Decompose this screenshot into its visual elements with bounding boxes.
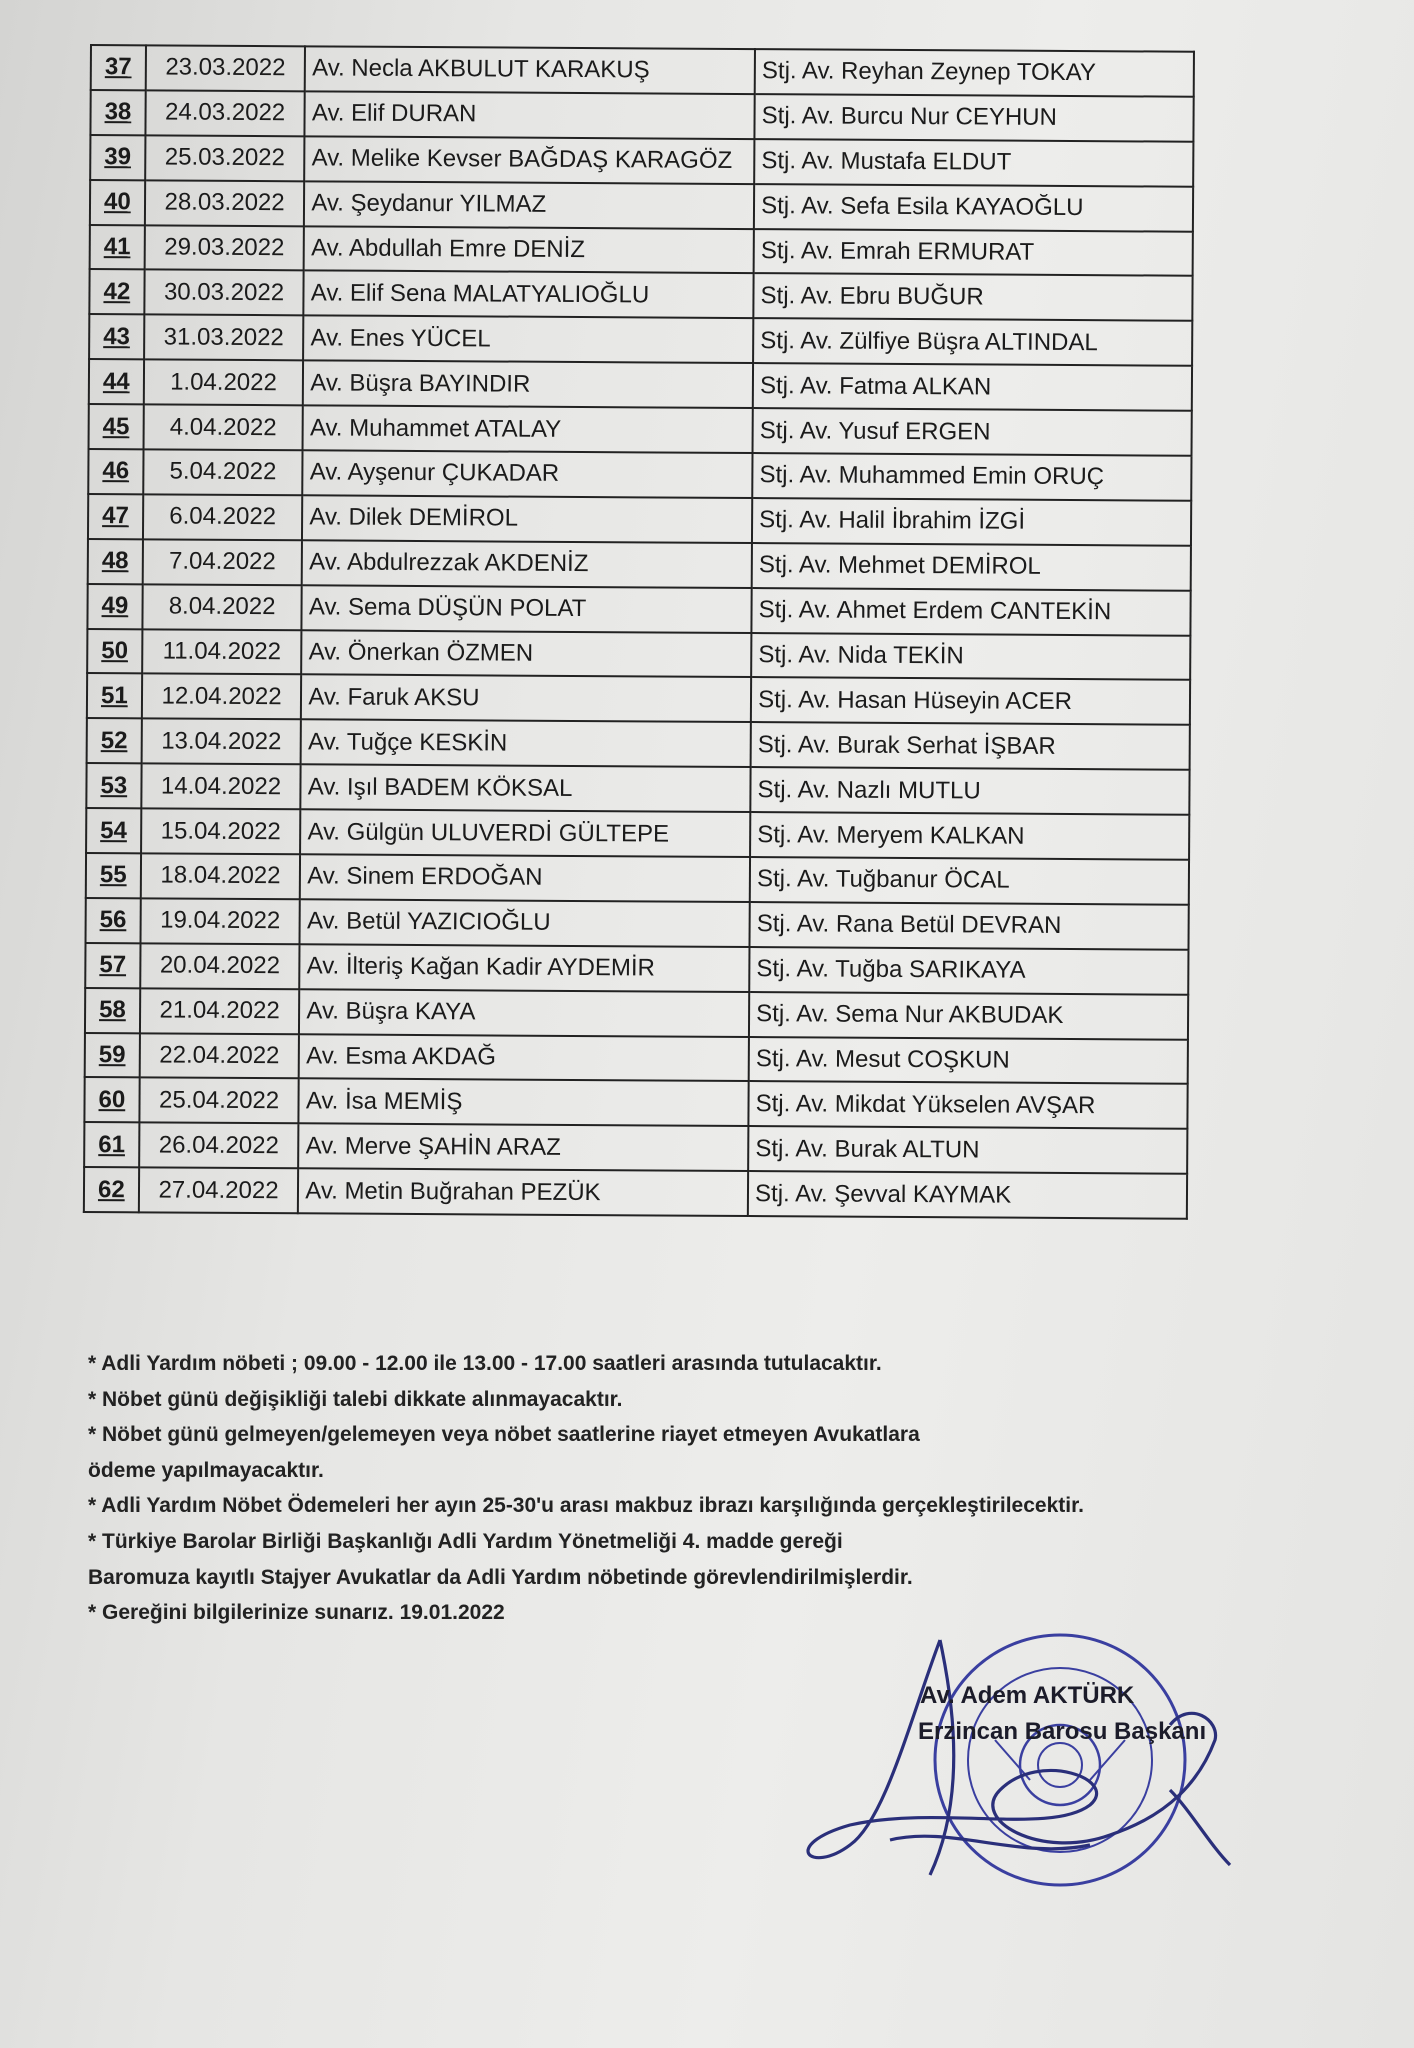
lawyer-name: Av. Sinem ERDOĞAN: [300, 854, 750, 902]
table-row: [86, 808, 1189, 860]
row-number: 42: [89, 269, 144, 314]
intern-lawyer-name: Stj. Av. Sema Nur AKBUDAK: [749, 992, 1188, 1040]
table-row: [87, 673, 1190, 725]
lawyer-name: Av. İsa MEMİŞ: [299, 1079, 749, 1127]
lawyer-name: Av. Elif Sena MALATYALIOĞLU: [304, 271, 754, 319]
table-row: [84, 1122, 1187, 1174]
row-number: 46: [88, 449, 143, 494]
row-number: 38: [90, 90, 145, 135]
duty-date: 27.04.2022: [139, 1168, 299, 1214]
lawyer-name: Av. Enes YÜCEL: [303, 316, 753, 364]
duty-date: 20.04.2022: [140, 943, 300, 989]
note-line: * Adli Yardım nöbeti ; 09.00 - 12.00 ile 13.00 - 17.00 saatleri arasında tutulacaktır.: [88, 1352, 882, 1375]
row-number: 58: [85, 988, 140, 1033]
lawyer-name: Av. Büşra BAYINDIR: [303, 361, 753, 409]
table-row: [85, 988, 1188, 1040]
table-row: [90, 90, 1193, 142]
duty-date: 28.03.2022: [145, 180, 305, 226]
duty-date: 19.04.2022: [140, 898, 300, 944]
intern-lawyer-name: Stj. Av. Burcu Nur CEYHUN: [755, 94, 1194, 142]
intern-lawyer-name: Stj. Av. Burak ALTUN: [748, 1126, 1187, 1174]
duty-date: 23.03.2022: [145, 45, 305, 91]
duty-date: 24.03.2022: [145, 90, 305, 136]
table-row: [88, 494, 1191, 546]
table-row: [90, 180, 1193, 232]
table-row: [87, 584, 1190, 636]
duty-date: 11.04.2022: [142, 629, 302, 675]
lawyer-name: Av. Elif DURAN: [305, 91, 755, 139]
intern-lawyer-name: Stj. Av. Muhammed Emin ORUÇ: [752, 453, 1191, 501]
row-number: 59: [85, 1033, 140, 1078]
table-row: [86, 898, 1189, 950]
intern-lawyer-name: Stj. Av. Fatma ALKAN: [753, 363, 1192, 411]
lawyer-name: Av. Ayşenur ÇUKADAR: [303, 450, 753, 498]
row-number: 48: [88, 539, 143, 584]
duty-date: 18.04.2022: [141, 853, 301, 899]
lawyer-name: Av. Faruk AKSU: [301, 675, 751, 723]
intern-lawyer-name: Stj. Av. Şevval KAYMAK: [748, 1171, 1187, 1219]
row-number: 51: [87, 673, 142, 718]
row-number: 49: [87, 584, 142, 629]
intern-lawyer-name: Stj. Av. Emrah ERMURAT: [754, 229, 1193, 277]
row-number: 61: [84, 1122, 139, 1167]
signatory-name: Av. Adem AKTÜRK: [920, 1682, 1135, 1709]
table-row: [86, 763, 1189, 815]
intern-lawyer-name: Stj. Av. Sefa Esila KAYAOĞLU: [754, 184, 1193, 232]
intern-lawyer-name: Stj. Av. Ahmet Erdem CANTEKİN: [752, 588, 1191, 636]
table-row: [84, 1077, 1187, 1129]
lawyer-name: Av. Şeydanur YILMAZ: [304, 181, 754, 229]
row-number: 37: [91, 45, 146, 90]
table-row: [89, 359, 1192, 411]
duty-schedule-table: [83, 44, 1195, 1220]
note-line: * Nöbet günü değişikliği talebi dikkate alınmayacaktır.: [88, 1387, 623, 1411]
table-row: [89, 314, 1192, 366]
intern-lawyer-name: Stj. Av. Halil İbrahim İZGİ: [752, 498, 1191, 546]
lawyer-name: Av. Büşra KAYA: [299, 989, 749, 1037]
lawyer-name: Av. Muhammet ATALAY: [303, 405, 753, 453]
intern-lawyer-name: Stj. Av. Burak Serhat İŞBAR: [751, 722, 1190, 770]
table-row: [91, 45, 1194, 97]
intern-lawyer-name: Stj. Av. Reyhan Zeynep TOKAY: [755, 49, 1194, 97]
signature-block: [790, 1630, 1250, 1910]
lawyer-name: Av. Betül YAZICIOĞLU: [300, 899, 750, 947]
table-row: [86, 853, 1189, 905]
lawyer-name: Av. Abdullah Emre DENİZ: [304, 226, 754, 274]
lawyer-name: Av. Melike Kevser BAĞDAŞ KARAGÖZ: [305, 136, 755, 184]
duty-date: 21.04.2022: [140, 988, 300, 1034]
table-row: [89, 269, 1192, 321]
lawyer-name: Av. Önerkan ÖZMEN: [302, 630, 752, 678]
intern-lawyer-name: Stj. Av. Nida TEKİN: [751, 633, 1190, 681]
duty-date: 6.04.2022: [143, 494, 303, 540]
row-number: 56: [86, 898, 141, 943]
row-number: 44: [89, 359, 144, 404]
row-number: 52: [87, 718, 142, 763]
lawyer-name: Av. İlteriş Kağan Kadir AYDEMİR: [300, 944, 750, 992]
duty-date: 13.04.2022: [141, 719, 301, 765]
table-row: [85, 943, 1188, 995]
intern-lawyer-name: Stj. Av. Nazlı MUTLU: [750, 767, 1189, 815]
table-row: [87, 718, 1190, 770]
note-line: * Adli Yardım Nöbet Ödemeleri her ayın 25-30'u arası makbuz ibrazı karşılığında gerçekleştirilecektir.: [88, 1494, 1084, 1518]
table-row: [88, 539, 1191, 591]
duty-date: 15.04.2022: [141, 808, 301, 854]
duty-date: 8.04.2022: [142, 584, 302, 630]
row-number: 53: [86, 763, 141, 808]
duty-table-body: [84, 45, 1194, 1219]
duty-date: 12.04.2022: [142, 674, 302, 720]
intern-lawyer-name: Stj. Av. Yusuf ERGEN: [753, 408, 1192, 456]
duty-date: 5.04.2022: [143, 449, 303, 495]
row-number: 57: [85, 943, 140, 988]
row-number: 55: [86, 853, 141, 898]
lawyer-name: Av. Tuğçe KESKİN: [301, 720, 751, 768]
intern-lawyer-name: Stj. Av. Zülfiye Büşra ALTINDAL: [753, 318, 1192, 366]
row-number: 62: [84, 1167, 139, 1212]
row-number: 54: [86, 808, 141, 853]
lawyer-name: Av. Merve ŞAHİN ARAZ: [298, 1124, 748, 1172]
table-row: [88, 449, 1191, 501]
lawyer-name: Av. Necla AKBULUT KARAKUŞ: [305, 46, 755, 94]
intern-lawyer-name: Stj. Av. Tuğba SARIKAYA: [749, 947, 1188, 995]
note-line: * Nöbet günü gelmeyen/gelemeyen veya nöbet saatlerine riayet etmeyen Avukatlara: [88, 1423, 920, 1447]
intern-lawyer-name: Stj. Av. Mesut COŞKUN: [749, 1037, 1188, 1085]
duty-date: 31.03.2022: [144, 315, 304, 361]
lawyer-name: Av. Sema DÜŞÜN POLAT: [302, 585, 752, 633]
table-row: [84, 1167, 1187, 1219]
note-line: * Gereğini bilgilerinize sunarız. 19.01.2022: [88, 1601, 505, 1625]
duty-date: 26.04.2022: [139, 1123, 299, 1169]
intern-lawyer-name: Stj. Av. Mustafa ELDUT: [754, 139, 1193, 187]
row-number: 45: [89, 404, 144, 449]
duty-date: 4.04.2022: [143, 404, 303, 450]
lawyer-name: Av. Esma AKDAĞ: [299, 1034, 749, 1082]
table-row: [85, 1033, 1188, 1085]
row-number: 60: [84, 1077, 139, 1122]
intern-lawyer-name: Stj. Av. Tuğbanur ÖCAL: [750, 857, 1189, 905]
table-row: [87, 629, 1190, 681]
row-number: 43: [89, 314, 144, 359]
row-number: 41: [90, 225, 145, 270]
lawyer-name: Av. Metin Buğrahan PEZÜK: [298, 1169, 748, 1217]
signatory-title: Erzincan Barosu Başkanı: [918, 1718, 1207, 1745]
intern-lawyer-name: Stj. Av. Mikdat Yükselen AVŞAR: [749, 1082, 1188, 1130]
row-number: 39: [90, 135, 145, 180]
table-row: [90, 225, 1193, 277]
intern-lawyer-name: Stj. Av. Rana Betül DEVRAN: [750, 902, 1189, 950]
lawyer-name: Av. Dilek DEMİROL: [302, 495, 752, 543]
duty-date: 29.03.2022: [144, 225, 304, 271]
intern-lawyer-name: Stj. Av. Hasan Hüseyin ACER: [751, 678, 1190, 726]
note-line: Baromuza kayıtlı Stajyer Avukatlar da Adli Yardım nöbetinde görevlendirilmişlerdir.: [88, 1565, 913, 1589]
lawyer-name: Av. Gülgün ULUVERDİ GÜLTEPE: [300, 809, 750, 857]
duty-date: 25.04.2022: [139, 1078, 299, 1124]
table-row: [90, 135, 1193, 187]
duty-date: 22.04.2022: [139, 1033, 299, 1079]
duty-date: 1.04.2022: [144, 360, 304, 406]
row-number: 47: [88, 494, 143, 539]
intern-lawyer-name: Stj. Av. Mehmet DEMİROL: [752, 543, 1191, 591]
notes-section: [88, 1346, 1188, 1631]
duty-date: 7.04.2022: [142, 539, 302, 585]
table-row: [89, 404, 1192, 456]
lawyer-name: Av. Abdulrezzak AKDENİZ: [302, 540, 752, 588]
row-number: 50: [87, 629, 142, 674]
duty-date: 25.03.2022: [145, 135, 305, 181]
note-line: * Türkiye Barolar Birliği Başkanlığı Adli Yardım Yönetmeliği 4. madde gereği: [88, 1529, 843, 1553]
duty-date: 14.04.2022: [141, 764, 301, 810]
duty-date: 30.03.2022: [144, 270, 304, 316]
bar-seal-stamp: [790, 1630, 1250, 1910]
row-number: 40: [90, 180, 145, 225]
note-line: ödeme yapılmayacaktır.: [88, 1458, 324, 1482]
intern-lawyer-name: Stj. Av. Ebru BUĞUR: [753, 274, 1192, 322]
intern-lawyer-name: Stj. Av. Meryem KALKAN: [750, 812, 1189, 860]
lawyer-name: Av. Işıl BADEM KÖKSAL: [301, 765, 751, 813]
